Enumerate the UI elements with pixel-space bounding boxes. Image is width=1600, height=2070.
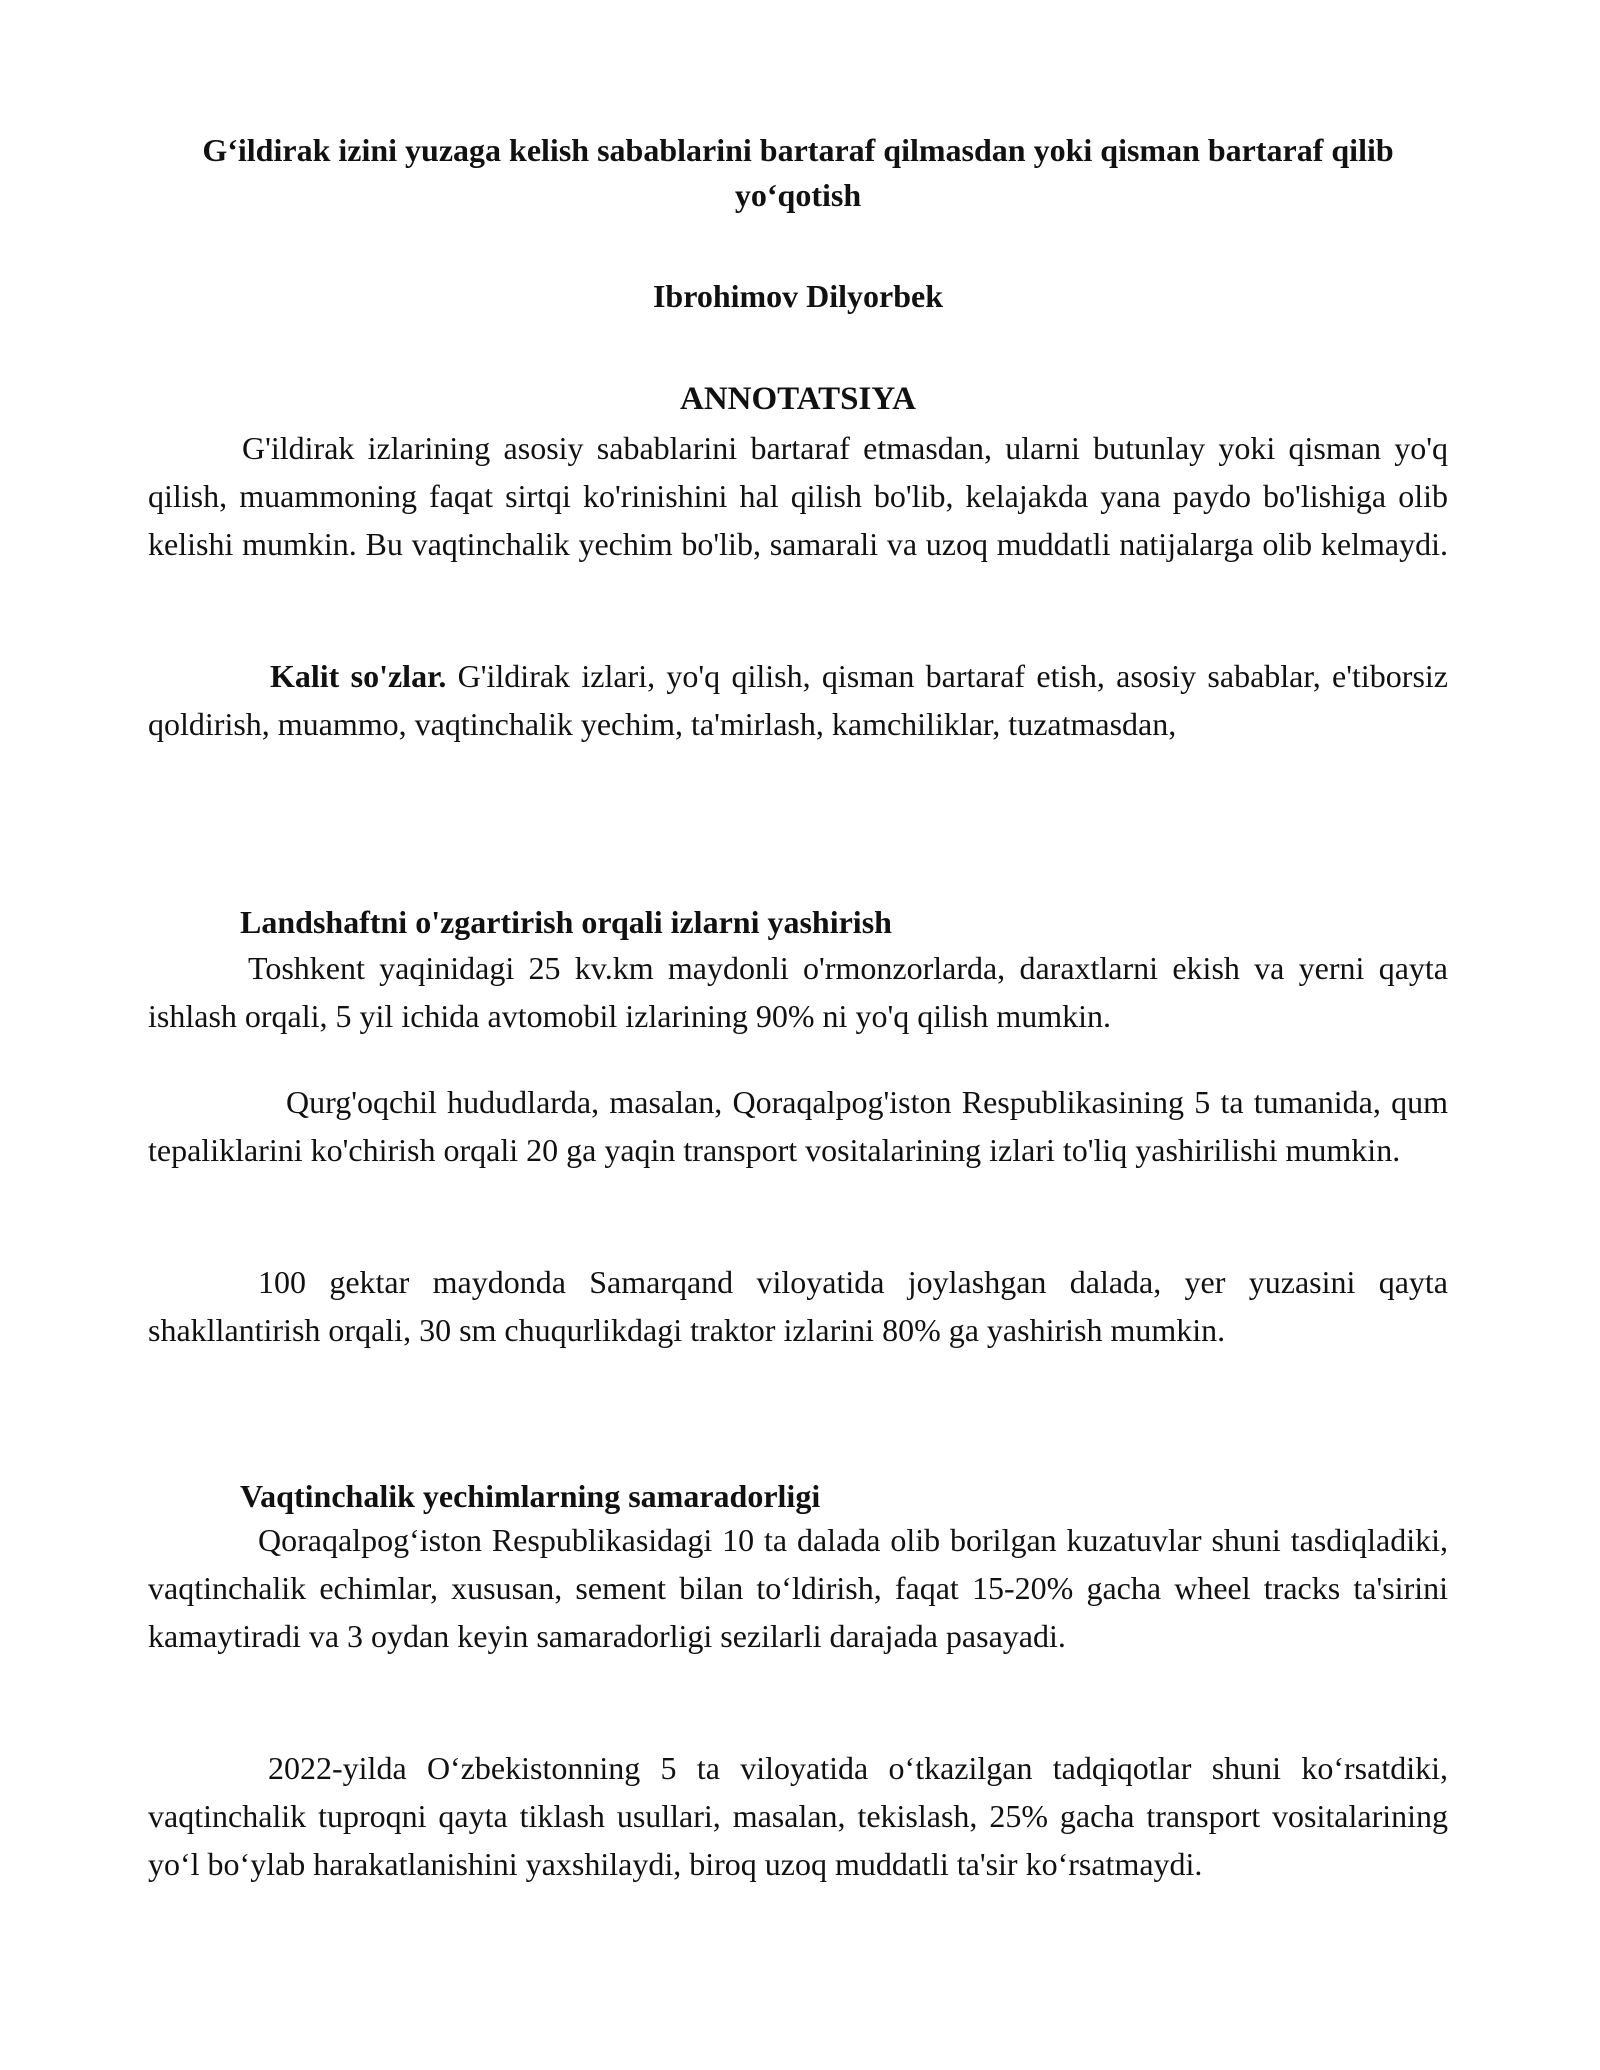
body-paragraph: 2022-yilda O‘zbekistonning 5 ta viloyatida o‘tkazilgan tadqiqotlar shuni ko‘rsatdiki, vaqtinchalik tuproqni qayta tiklash usullari, masalan, tekislash, 25% gacha transport vositalarining yo‘l bo‘ylab harakatlanishini yaxshilaydi, biroq uzoq muddatli ta'sir ko‘rsatmaydi. [148, 1750, 1448, 1882]
abstract-heading: ANNOTATSIYA [680, 381, 916, 417]
keywords-list: G'ildirak izlari, yo'q qilish, qisman bartaraf etish, asosiy sabablar, e'tiborsiz qoldirish, muammo, vaqtinchalik yechim, ta'mirlash, kamchiliklar, tuzatmasdan, [148, 658, 1449, 742]
keywords-paragraph [148, 652, 1448, 748]
keywords-label: Kalit so'zlar. [270, 658, 447, 694]
body-paragraph: 100 gektar maydonda Samarqand viloyatida joylashgan dalada, yer yuzasini qayta shakllantirish orqali, 30 sm chuqurlikdagi traktor izlarini 80% ga yashirish mumkin. [148, 1264, 1448, 1348]
author-name: Ibrohimov Dilyorbek [652, 278, 944, 314]
section-heading-temporary-solutions: Vaqtinchalik yechimlarning samaradorligi [240, 1478, 821, 1514]
body-paragraph: Qoraqalpog‘iston Respublikasidagi 10 ta dalada olib borilgan kuzatuvlar shuni tasdiqladiki, vaqtinchalik echimlar, xususan, sement bilan to‘ldirish, faqat 15-20% gacha wheel tracks ta'sirini kamaytiradi va 3 oydan keyin samaradorligi sezilarli darajada pasayadi. [148, 1522, 1448, 1654]
document-title: G‘ildirak izini yuzaga kelish sabablarini bartaraf qilmasdan yoki qisman bartaraf qilib yo‘qotish [202, 132, 1394, 213]
body-paragraph: Qurg'oqchil hududlarda, masalan, Qoraqalpog'iston Respublikasining 5 ta tumanida, qum tepaliklarini ko'chirish orqali 20 ga yaqin transport vositalarining izlari to'liq yashirilishi mumkin. [148, 1084, 1448, 1168]
body-paragraph: Toshkent yaqinidagi 25 kv.km maydonli o'rmonzorlarda, daraxtlarni ekish va yerni qayta ishlash orqali, 5 yil ichida avtomobil izlarining 90% ni yo'q qilish mumkin. [148, 950, 1448, 1034]
abstract-paragraph: G'ildirak izlarining asosiy sabablarini bartaraf etmasdan, ularni butunlay yoki qisman yo'q qilish, muammoning faqat sirtqi ko'rinishini hal qilish bo'lib, kelajakda yana paydo bo'lishiga olib kelishi mumkin. Bu vaqtinchalik yechim bo'lib, samarali va uzoq muddatli natijalarga olib kelmaydi. [148, 430, 1448, 562]
section-heading-landscape: Landshaftni o'zgartirish orqali izlarni yashirish [240, 904, 892, 940]
